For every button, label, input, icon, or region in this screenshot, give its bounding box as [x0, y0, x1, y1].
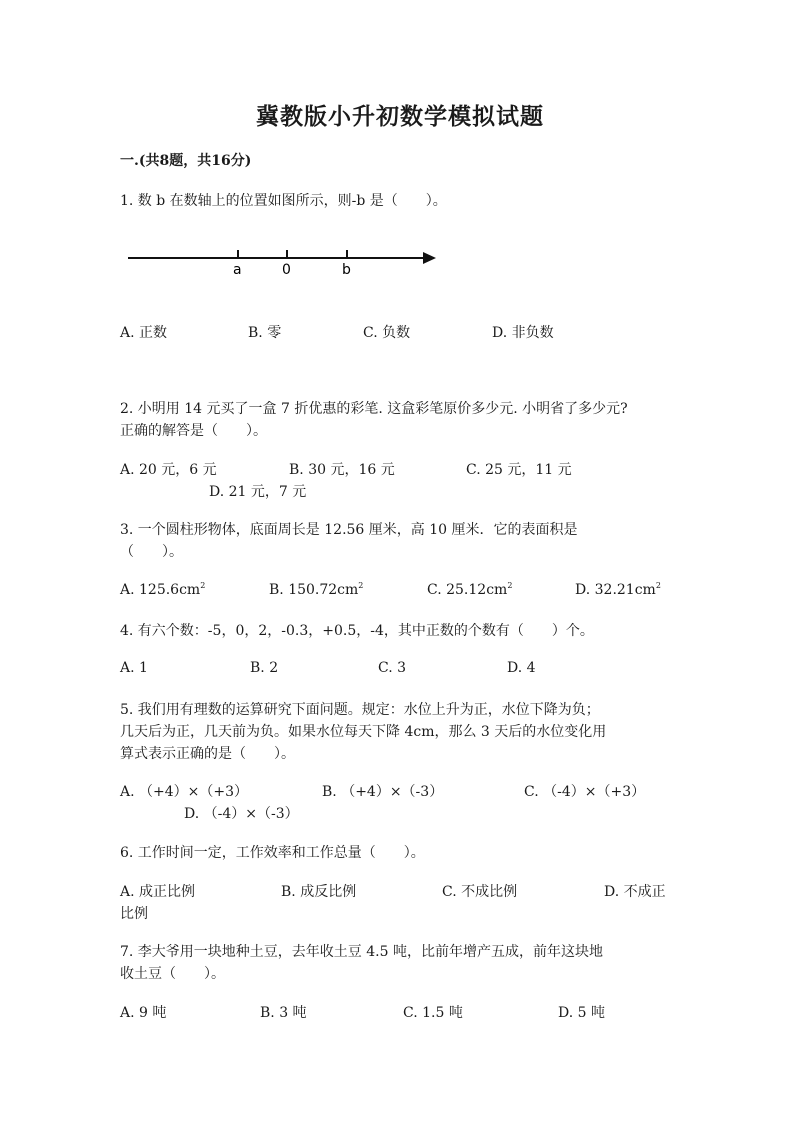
q1-option-b[interactable]: B. 零 [248, 325, 282, 341]
question-5-text-line-2: 几天后为正，几天前为负。如果水位每天下降 4cm，那么 3 天后的水位变化用 [120, 724, 607, 740]
q5-option-a[interactable]: A. （+4）×（+3） [120, 784, 249, 800]
q3-option-c-label: C. 25.12cm [427, 582, 508, 598]
q6-option-b[interactable]: B. 成反比例 [281, 884, 357, 900]
arrow-head-icon [423, 252, 436, 264]
q2-option-d[interactable]: D. 21 元，7 元 [209, 484, 307, 500]
q2-option-b[interactable]: B. 30 元，16 元 [289, 462, 395, 478]
q2-option-c[interactable]: C. 25 元，11 元 [466, 462, 572, 478]
tick-label-a: a [233, 262, 242, 278]
q3-option-d[interactable] [575, 581, 661, 598]
q1-option-a[interactable]: A. 正数 [120, 325, 168, 341]
q3-option-a[interactable] [120, 581, 205, 598]
q5-option-c[interactable]: C. （-4）×（+3） [524, 784, 646, 800]
q4-option-c[interactable]: C. 3 [378, 660, 407, 676]
q2-option-a[interactable]: A. 20 元，6 元 [120, 462, 217, 478]
q3-option-a-label: A. 125.6cm [120, 582, 201, 598]
question-5-text-line-1: 5. 我们用有理数的运算研究下面问题。规定：水位上升为正，水位下降为负； [120, 702, 600, 718]
q4-option-d[interactable]: D. 4 [507, 660, 536, 676]
number-line-figure [120, 240, 450, 284]
question-2-text-line-1: 2. 小明用 14 元买了一盒 7 折优惠的彩笔. 这盒彩笔原价多少元. 小明省了多少元? [120, 401, 628, 417]
q3-option-d-superscript: 2 [655, 581, 661, 590]
question-6-text: 6. 工作时间一定，工作效率和工作总量（ ）。 [120, 845, 425, 861]
q1-option-c[interactable]: C. 负数 [363, 325, 411, 341]
q4-option-b[interactable]: B. 2 [250, 660, 279, 676]
q6-option-d-continued: 比例 [120, 906, 148, 922]
question-4-text: 4. 有六个数：-5，0，2，-0.3，+0.5，-4，其中正数的个数有（ ）个。 [120, 623, 594, 639]
q4-option-a[interactable]: A. 1 [120, 660, 148, 676]
question-3-text-line-2: （ ）。 [120, 544, 183, 560]
q3-option-d-label: D. 32.21cm [575, 582, 656, 598]
question-3-text-line-1: 3. 一个圆柱形物体，底面周长是 12.56 厘米，高 10 厘米．它的表面积是 [120, 522, 578, 538]
tick-label-zero: 0 [282, 262, 291, 278]
q1-option-d[interactable]: D. 非负数 [492, 325, 554, 341]
q6-option-c[interactable]: C. 不成比例 [442, 884, 518, 900]
question-2-text-line-2: 正确的解答是（ ）。 [120, 423, 267, 439]
q5-option-b[interactable]: B. （+4）×（-3） [322, 784, 444, 800]
q3-option-a-superscript: 2 [200, 581, 206, 590]
q7-option-b[interactable]: B. 3 吨 [260, 1005, 307, 1021]
q3-option-b-label: B. 150.72cm [269, 582, 359, 598]
q7-option-a[interactable]: A. 9 吨 [120, 1005, 167, 1021]
q5-option-d[interactable]: D. （-4）×（-3） [184, 806, 299, 822]
q6-option-a[interactable]: A. 成正比例 [120, 884, 196, 900]
q6-option-d[interactable]: D. 不成正 [604, 884, 666, 900]
q7-option-d[interactable]: D. 5 吨 [558, 1005, 605, 1021]
q3-option-c[interactable] [427, 581, 512, 598]
q3-option-b-superscript: 2 [358, 581, 364, 590]
question-1-text: 1. 数 b 在数轴上的位置如图所示，则-b 是（ ）。 [120, 193, 447, 209]
q7-option-c[interactable]: C. 1.5 吨 [403, 1005, 463, 1021]
question-5-text-line-3: 算式表示正确的是（ ）。 [120, 746, 295, 762]
number-line-svg [120, 240, 450, 280]
question-7-text-line-1: 7. 李大爷用一块地种土豆，去年收土豆 4.5 吨，比前年增产五成，前年这块地 [120, 944, 603, 960]
q3-option-c-superscript: 2 [507, 581, 513, 590]
section-header: 一.(共8题，共16分) [120, 153, 252, 169]
q3-option-b[interactable] [269, 581, 363, 598]
page-title: 冀教版小升初数学模拟试题 [256, 104, 544, 130]
tick-label-b: b [342, 262, 351, 278]
question-7-text-line-2: 收土豆（ ）。 [120, 966, 225, 982]
